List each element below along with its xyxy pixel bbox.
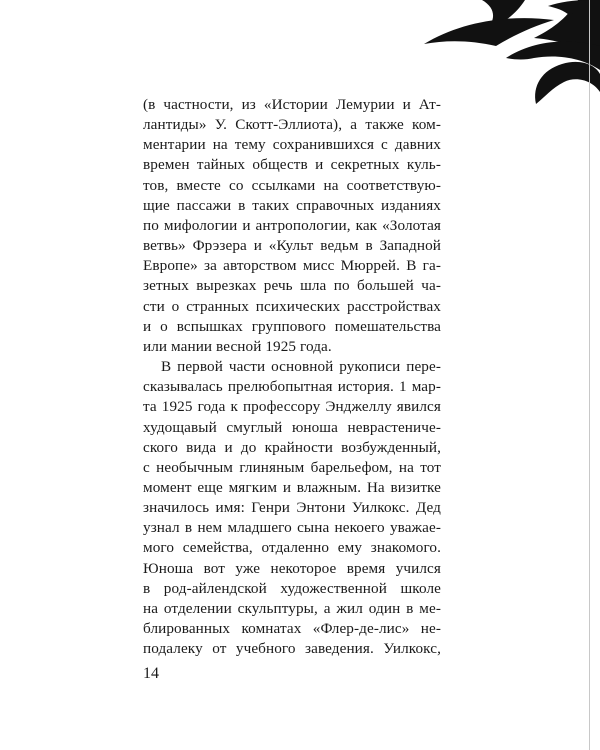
text-line: В первой части основной рукописи пере- (161, 358, 441, 376)
text-line: ветвь» Фрэзера и «Культ ведьм в Западной (143, 237, 441, 255)
text-line: зетных вырезках речь шла по большей ча- (143, 277, 441, 295)
text-line: или мании весной 1925 года. (143, 337, 332, 355)
text-line: (в частности, из «Истории Лемурии и Ат- (143, 96, 441, 113)
page-number: 14 (143, 665, 159, 682)
text-line: сти о странных психических расстройствах (143, 297, 441, 315)
text-line: щие пассажи в таких справочных изданиях (143, 196, 441, 214)
text-line: момент еще мягким и влажным. На визитке (143, 478, 441, 496)
text-line: ского вида и до крайности возбужденный, (143, 438, 441, 456)
text-line: сказывалась прелюбопытная история. 1 мар- (143, 378, 441, 396)
paragraph-2 (143, 357, 441, 659)
page-edge-divider (589, 0, 590, 750)
text-line: с необычным глиняным барельефом, на тот (143, 458, 441, 476)
text-line: ментарии на тему сохранившихся с давних (143, 136, 441, 154)
text-line: Европе» за авторством мисс Мюррей. В га- (143, 257, 441, 275)
tribal-swirl-ornament-icon (320, 0, 600, 110)
text-line: Юноша вот уже некоторое время учился (143, 559, 441, 577)
text-line: та 1925 года к профессору Энджеллу явился (143, 398, 441, 416)
text-line: значилось имя: Генри Энтони Уилкокс. Дед (143, 499, 441, 517)
text-line: в род-айлендской художественной школе (143, 579, 441, 597)
text-line: мого семейства, отдаленно ему знакомого. (143, 539, 441, 557)
text-line: лантиды» У. Скотт-Эллиота), а также ком- (143, 116, 441, 134)
text-line: узнал в нем младшего сына некоего уважае- (143, 519, 441, 537)
text-line: и о вспышках группового помешательства (143, 317, 441, 335)
text-line: на отделении скульптуры, а жил один в ме- (143, 599, 441, 617)
text-line: времен тайных обществ и секретных куль- (143, 156, 441, 174)
text-line: подалеку от учебного заведения. Уилкокс, (143, 640, 441, 658)
text-line: блированных комнатах «Флер-де-лис» не- (143, 620, 441, 638)
text-line: тов, вместе со ссылками на соответствую- (143, 176, 441, 194)
body-text (143, 95, 441, 659)
paragraph-1 (143, 95, 441, 357)
text-line: по мифологии и антропологии, как «Золотая (143, 216, 441, 234)
text-line: худощавый смуглый юноша неврастениче- (143, 418, 441, 436)
